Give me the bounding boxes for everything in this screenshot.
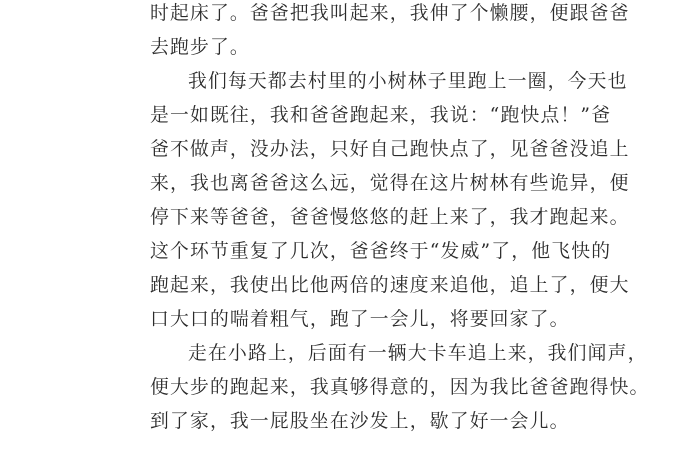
- text-line: 爸不做声，没办法，只好自己跑快点了，见爸爸没追上: [150, 139, 630, 160]
- text-line: 来，我也离爸爸这么远，觉得在这片树林有些诡异，便: [150, 173, 630, 194]
- text-line: 时起床了。爸爸把我叫起来，我伸了个懒腰，便跟爸爸: [150, 3, 630, 24]
- text-line: 这个环节重复了几次，爸爸终于“发威”了，他飞快的: [150, 241, 612, 262]
- text-line: 口大口的喘着粗气，跑了一会儿，将要回家了。: [150, 309, 570, 330]
- text-line: 跑起来，我使出比他两倍的速度来追他，追上了，便大: [150, 275, 630, 296]
- paragraph-start-line: 走在小路上，后面有一辆大卡车追上来，我们闻声，: [188, 343, 648, 364]
- text-line: 到了家，我一屁股坐在沙发上，歇了好一会儿。: [150, 411, 570, 432]
- text-line: 停下来等爸爸，爸爸慢悠悠的赶上来了，我才跑起来。: [150, 207, 630, 228]
- paragraph-start-line: 我们每天都去村里的小树林子里跑上一圈，今天也: [188, 71, 628, 92]
- text-line: 便大步的跑起来，我真够得意的，因为我比爸爸跑得快。: [150, 377, 650, 398]
- text-line: 去跑步了。: [150, 37, 250, 58]
- text-line: 是一如既往，我和爸爸跑起来，我说：“跑快点！”爸: [150, 105, 612, 126]
